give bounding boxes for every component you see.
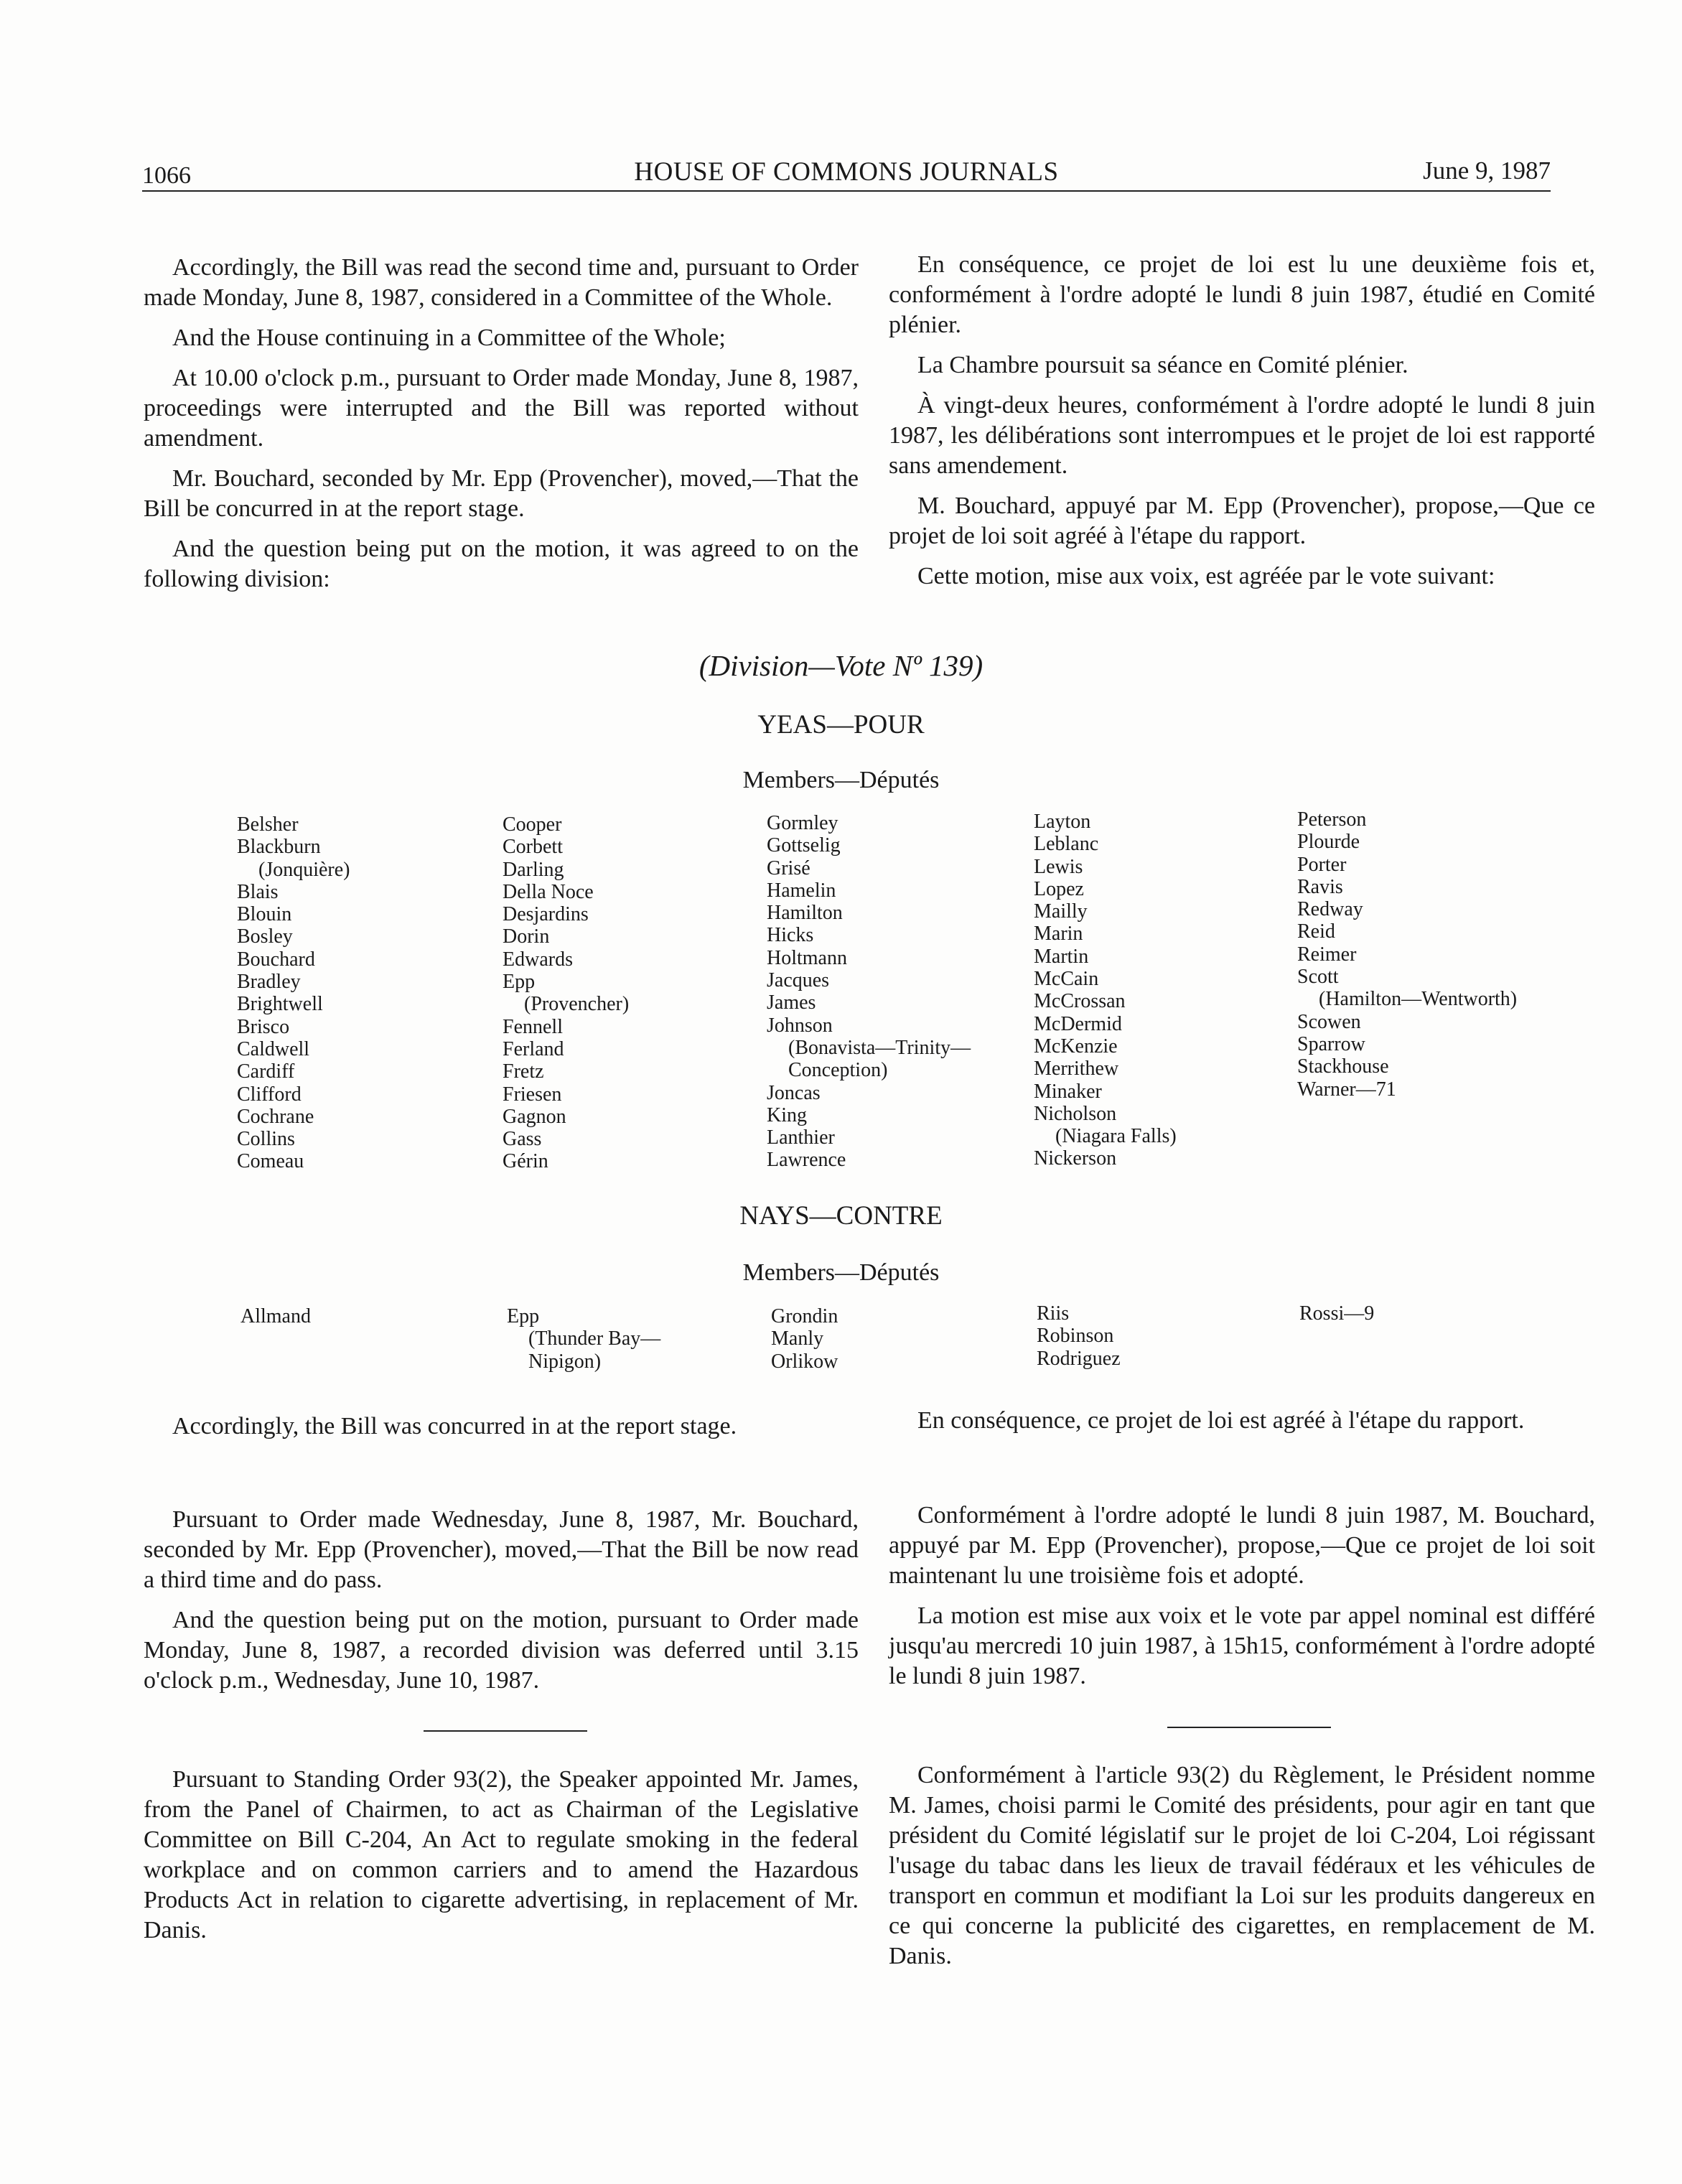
paragraph: À vingt-deux heures, conformément à l'ordre adopté le lundi 8 juin 1987, les délibérations sont interrompues et le projet de loi est rapporté sans amendement. <box>889 392 1595 479</box>
member-name: Comeau <box>237 1150 304 1173</box>
member-name: Gottselig <box>767 834 841 857</box>
member-name: Stackhouse <box>1297 1055 1389 1078</box>
member-name: Fretz <box>503 1060 544 1083</box>
member-name: Lopez <box>1034 877 1084 900</box>
paragraph: And the question being put on the motion, pursuant to Order made Monday, June 8, 1987, a recorded division was deferred until 3.15 o'clock p.m., Wednesday, June 10, 1987. <box>144 1607 859 1694</box>
top-english-column <box>144 253 859 605</box>
nays-members-heading: Members—Députés <box>742 1259 940 1286</box>
member-name: Grondin <box>771 1305 838 1327</box>
member-name: Porter <box>1297 853 1347 876</box>
member-name: Epp <box>507 1305 540 1327</box>
member-name: Corbett <box>503 836 563 859</box>
nays-column-1 <box>240 1305 311 1327</box>
member-name: Ravis <box>1297 875 1343 898</box>
member-name: Robinson <box>1037 1325 1114 1348</box>
member-riding: (Provencher) <box>524 993 630 1016</box>
member-name: James <box>767 991 816 1014</box>
paragraph: And the question being put on the motion, it was agreed to on the following division: <box>144 536 859 592</box>
paragraph: M. Bouchard, appuyé par M. Epp (Provencher), propose,—Que ce projet de loi soit agréé à l'étape du rapport. <box>889 493 1595 549</box>
member-name: Johnson <box>767 1014 833 1037</box>
member-name: Bouchard <box>237 948 315 971</box>
journal-title: HOUSE OF COMMONS JOURNALS <box>634 157 1059 187</box>
header-rule <box>142 190 1551 192</box>
member-riding: (Bonavista—Trinity— <box>788 1036 971 1059</box>
member-name: Redway <box>1297 898 1363 921</box>
member-name: Scott <box>1297 966 1339 989</box>
yeas-members-heading: Members—Députés <box>742 767 940 793</box>
member-name: Marin <box>1034 923 1083 946</box>
chairman-english <box>144 1765 859 1956</box>
member-name: Desjardins <box>503 903 589 926</box>
third-reading-french <box>889 1501 1595 1702</box>
member-name: Rossi—9 <box>1299 1302 1375 1325</box>
member-name: Martin <box>1034 945 1089 968</box>
member-name: Lawrence <box>767 1149 846 1172</box>
member-riding: Conception) <box>788 1059 888 1082</box>
member-name: Hamilton <box>767 902 843 925</box>
member-name: Warner—71 <box>1297 1078 1396 1101</box>
member-name: King <box>767 1103 807 1126</box>
paragraph: At 10.00 o'clock p.m., pursuant to Order made Monday, June 8, 1987, proceedings were interrupted and the Bill was reported without amendment. <box>144 365 859 452</box>
yeas-column-1 <box>237 813 350 1173</box>
member-name: Epp <box>503 971 536 994</box>
member-name: Nickerson <box>1034 1147 1117 1170</box>
member-name: Reimer <box>1297 943 1357 966</box>
page-number: 1066 <box>142 162 191 189</box>
nays-column-2 <box>507 1305 660 1373</box>
member-name: Belsher <box>237 813 299 836</box>
member-name: McCrossan <box>1034 990 1126 1013</box>
yeas-heading: YEAS—POUR <box>757 710 925 739</box>
member-name: Gass <box>503 1128 542 1151</box>
member-name: Gérin <box>503 1150 548 1173</box>
nays-column-5 <box>1299 1302 1374 1325</box>
member-name: Lewis <box>1034 855 1083 878</box>
member-name: Leblanc <box>1034 833 1099 856</box>
nays-column-4 <box>1037 1302 1121 1370</box>
yeas-column-3 <box>767 812 971 1172</box>
section-divider <box>1167 1727 1331 1728</box>
top-french-column <box>889 250 1595 602</box>
member-name: Merrithew <box>1034 1058 1119 1081</box>
member-name: Darling <box>503 858 564 881</box>
member-name: Caldwell <box>237 1037 310 1060</box>
paragraph: Conformément à l'article 93(2) du Règlement, le Président nomme M. James, choisi parmi le Comité des présidents, pour agir en tant que président du Comité législatif sur le projet de loi C-204, Loi régissant l'usage du tabac dans les lieux de travail fédéraux et les véhicules de transport en commun et modifiant la Loi sur les produits dangereux en ce qui concerne la publicité des cigarettes, en remplacement de M. Danis. <box>889 1762 1595 1969</box>
chairman-french <box>889 1760 1595 1982</box>
member-riding: (Hamilton—Wentworth) <box>1319 988 1518 1011</box>
paragraph: En conséquence, ce projet de loi est agréé à l'étape du rapport. <box>917 1407 1525 1434</box>
member-name: Cooper <box>503 813 562 836</box>
member-name: Jacques <box>767 969 830 992</box>
member-name: Lanthier <box>767 1126 835 1149</box>
member-riding: (Thunder Bay— <box>528 1327 661 1350</box>
member-name: Edwards <box>503 948 573 971</box>
paragraph: Mr. Bouchard, seconded by Mr. Epp (Provencher), moved,—That the Bill be concurred in at the report stage. <box>144 465 859 522</box>
member-name: McCain <box>1034 968 1099 991</box>
member-name: Scowen <box>1297 1010 1361 1033</box>
member-name: Orlikow <box>771 1350 838 1373</box>
member-name: Blouin <box>237 903 292 926</box>
member-name: Dorin <box>503 925 550 948</box>
paragraph: Accordingly, the Bill was read the second time and, pursuant to Order made Monday, June 8, 1987, considered in a Committee of the Whole. <box>144 254 859 311</box>
member-name: Bradley <box>237 971 301 994</box>
member-name: Cardiff <box>237 1060 295 1083</box>
page-date: June 9, 1987 <box>1423 157 1551 185</box>
member-name: Plourde <box>1297 831 1360 854</box>
paragraph: La Chambre poursuit sa séance en Comité plénier. <box>917 352 1408 378</box>
member-name: Minaker <box>1034 1080 1102 1103</box>
paragraph: Cette motion, mise aux voix, est agréée par le vote suivant: <box>917 563 1495 589</box>
member-name: Ferland <box>503 1037 564 1060</box>
member-name: Della Noce <box>503 880 594 903</box>
member-name: Blais <box>237 880 279 903</box>
nays-heading: NAYS—CONTRE <box>739 1201 943 1231</box>
member-name: Holtmann <box>767 946 847 969</box>
member-name: Manly <box>771 1327 824 1350</box>
member-name: Gormley <box>767 812 838 834</box>
third-reading-english <box>144 1505 859 1706</box>
member-name: Sparrow <box>1297 1032 1365 1055</box>
concurred-english <box>144 1411 859 1452</box>
paragraph: And the House continuing in a Committee of the Whole; <box>172 325 726 351</box>
concurred-french <box>889 1406 1595 1446</box>
member-name: Gagnon <box>503 1105 566 1128</box>
paragraph: Pursuant to Order made Wednesday, June 8, 1987, Mr. Bouchard, seconded by Mr. Epp (Provencher), moved,—That the Bill be now read a third time and do pass. <box>144 1506 859 1593</box>
yeas-column-2 <box>503 813 629 1173</box>
paragraph: La motion est mise aux voix et le vote par appel nominal est différé jusqu'au mercredi 10 juin 1987, à 15h15, conformément à l'ordre adopté le lundi 8 juin 1987. <box>889 1602 1595 1689</box>
yeas-column-5 <box>1297 808 1517 1101</box>
member-name: Nicholson <box>1034 1102 1117 1125</box>
member-name: Fennell <box>503 1015 563 1038</box>
member-name: Brisco <box>237 1015 290 1038</box>
paragraph: Accordingly, the Bill was concurred in at the report stage. <box>172 1413 737 1439</box>
member-name: Rodriguez <box>1037 1347 1121 1370</box>
member-name: Hicks <box>767 924 814 947</box>
member-riding: (Jonquière) <box>258 858 350 881</box>
member-name: Hamelin <box>767 879 836 902</box>
member-name: Layton <box>1034 811 1091 833</box>
member-name: Allmand <box>240 1305 311 1327</box>
member-name: Friesen <box>503 1083 562 1106</box>
member-name: Reid <box>1297 920 1335 943</box>
member-name: Grisé <box>767 857 810 879</box>
member-name: Cochrane <box>237 1105 314 1128</box>
member-name: Blackburn <box>237 836 321 859</box>
member-name: Peterson <box>1297 808 1367 831</box>
yeas-column-4 <box>1034 811 1177 1170</box>
member-name: Brightwell <box>237 993 323 1016</box>
paragraph: Pursuant to Standing Order 93(2), the Speaker appointed Mr. James, from the Panel of Chairmen, to act as Chairman of the Legislative Committee on Bill C-204, An Act to regulate smoking in the federal workplace and on common carriers and to amend the Hazardous Products Act in relation to cigarette advertising, in replacement of Mr. Danis. <box>144 1766 859 1943</box>
nays-column-3 <box>771 1305 838 1373</box>
member-name: Collins <box>237 1128 295 1151</box>
member-riding: (Niagara Falls) <box>1055 1125 1177 1148</box>
member-name: Joncas <box>767 1081 821 1104</box>
member-riding: Nipigon) <box>528 1350 602 1373</box>
member-name: McKenzie <box>1034 1035 1118 1058</box>
member-name: Clifford <box>237 1083 302 1106</box>
section-divider <box>424 1730 587 1732</box>
member-name: McDermid <box>1034 1012 1122 1035</box>
member-name: Bosley <box>237 925 293 948</box>
member-name: Mailly <box>1034 900 1088 923</box>
paragraph: En conséquence, ce projet de loi est lu une deuxième fois et, conformément à l'ordre adopté le lundi 8 juin 1987, étudié en Comité plénier. <box>889 251 1595 338</box>
division-title: (Division—Vote Nº 139) <box>699 649 983 682</box>
paragraph: Conformément à l'ordre adopté le lundi 8 juin 1987, M. Bouchard, appuyé par M. Epp (Provencher), propose,—Que ce projet de loi soit maintenant lu une troisième fois et adopté. <box>889 1502 1595 1589</box>
page-header <box>142 152 1551 195</box>
member-name: Riis <box>1037 1302 1070 1325</box>
